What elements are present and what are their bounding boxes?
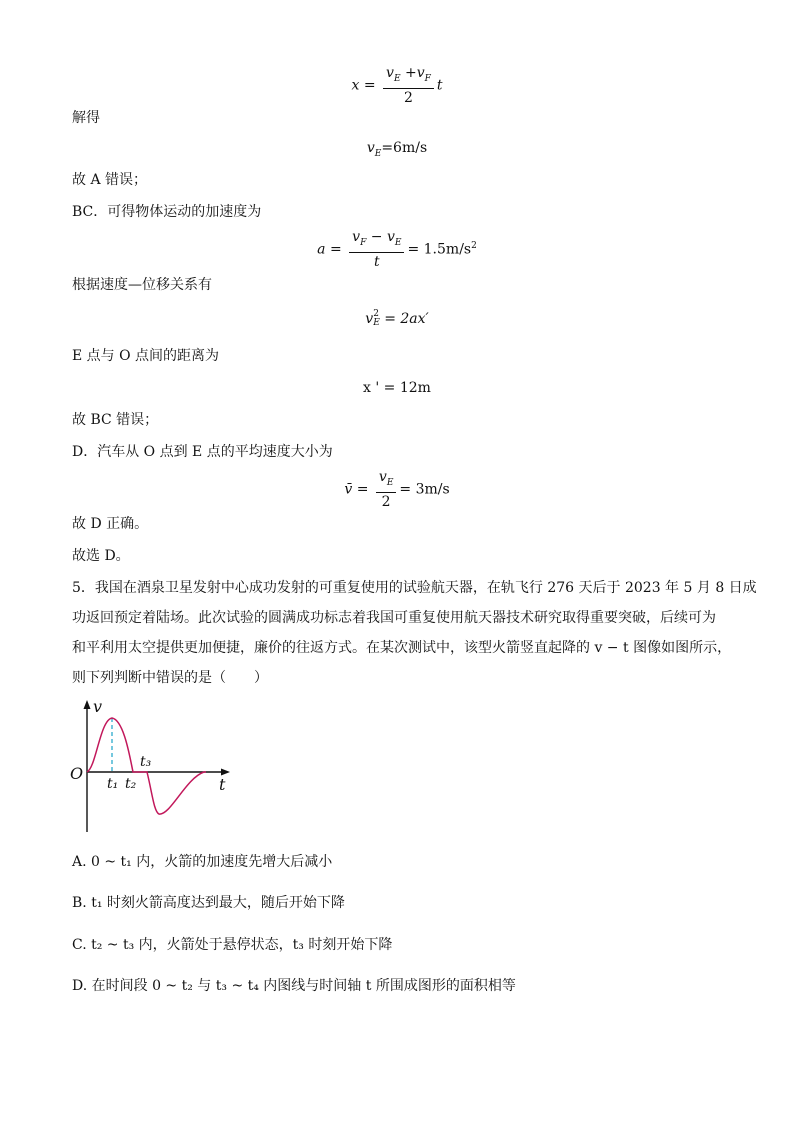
eq3-minus: − — [370, 229, 383, 245]
equation-acceleration — [0, 228, 794, 271]
bc-wrong: 故 BC 错误； — [72, 412, 159, 428]
eq4-v: v — [365, 311, 374, 327]
eq4-rhs: = 2ax′ — [384, 311, 429, 327]
eq3-va: v — [352, 229, 361, 245]
option-b[interactable]: B. t₁ 时刻火箭高度达到最大，随后开始下降 — [72, 895, 345, 911]
solve-label: 解得 — [72, 110, 100, 126]
eq1-va-sub: E — [393, 73, 401, 84]
option-a[interactable]: A. 0 ~ t₁ 内，火箭的加速度先增大后减小 — [72, 854, 333, 870]
q5-line4: 则下列判断中错误的是（ ） — [72, 670, 268, 686]
eq2-v: v — [366, 140, 375, 156]
question-5 — [72, 573, 757, 693]
d-correct: 故 D 正确。 — [72, 516, 149, 532]
v-axis-arrow — [84, 700, 91, 709]
q5-line2: 功返回预定着陆场。此次试验的圆满成功标志着我国可重复使用航天器技术研究取得重要突破，后续可为 — [72, 610, 716, 626]
eq3-rhs-sup: 2 — [471, 240, 477, 251]
eq1-vb: v — [416, 65, 425, 81]
t2-label: t₂ — [125, 776, 137, 792]
q5-line3: 和平利用太空提供更加便捷，廉价的往返方式。在某次测试中，该型火箭竖直起降的 v − t 图像如图所示， — [72, 640, 732, 656]
eq3-rhs: = 1.5m/s — [407, 241, 472, 258]
eq2-sub: E — [374, 148, 382, 159]
relation-text: 根据速度—位移关系有 — [72, 277, 212, 293]
choose-answer: 故选 D。 — [72, 548, 130, 564]
eq6-num: v — [378, 469, 387, 485]
eq6-num-sub: E — [386, 477, 394, 488]
d-intro: D．汽车从 O 点到 E 点的平均速度大小为 — [72, 444, 333, 460]
eq6-rhs: = 3m/s — [399, 481, 450, 498]
equation-displacement — [0, 64, 794, 107]
eq6-den: 2 — [381, 493, 391, 510]
eq1-plus: + — [404, 65, 417, 81]
equation-distance: x ' = 12m — [363, 380, 431, 396]
option-d[interactable]: D. 在时间段 0 ~ t₂ 与 t₃ ~ t₄ 内图线与时间轴 t 所围成图形的面积相等 — [72, 978, 516, 994]
eq6-fraction — [376, 468, 397, 511]
eq6-lhs: v̄ = — [344, 481, 369, 498]
t-label: t — [219, 775, 226, 794]
origin-label: O — [70, 764, 84, 783]
eq1-fraction — [383, 64, 434, 107]
t3-label: t₃ — [140, 754, 152, 770]
eq4-sup: 2 — [373, 309, 379, 319]
eq3-den: t — [373, 253, 380, 270]
eq1-den: 2 — [403, 89, 413, 106]
eq3-vb: v — [386, 229, 395, 245]
eq4-sub: E — [373, 318, 380, 328]
eq1-vb-sub: F — [424, 73, 431, 84]
equation-ve — [0, 140, 794, 159]
v-label: v — [93, 698, 103, 716]
equation-average-velocity — [0, 468, 794, 511]
bc-intro: BC．可得物体运动的加速度为 — [72, 204, 262, 220]
eq3-fraction — [349, 228, 404, 271]
t1-label: t₁ — [107, 776, 119, 792]
distance-text: E 点与 O 点间的距离为 — [72, 348, 220, 364]
eq3-va-sub: F — [360, 237, 367, 248]
equation-velocity-squared — [0, 310, 794, 328]
eq2-rhs: =6m/s — [381, 140, 428, 156]
q5-line1: 5．我国在酒泉卫星发射中心成功发射的可重复使用的试验航天器，在轨飞行 276 天后于 2023 年 5 月 8 日成 — [72, 580, 757, 596]
option-c[interactable]: C. t₂ ~ t₃ 内，火箭处于悬停状态，t₃ 时刻开始下降 — [72, 937, 393, 953]
a-wrong: 故 A 错误； — [72, 172, 148, 188]
eq1-tail: t — [436, 77, 443, 94]
vt-graph — [66, 698, 246, 838]
eq3-vb-sub: E — [394, 237, 402, 248]
eq1-va: v — [386, 65, 394, 81]
eq3-lhs: a = — [317, 241, 342, 258]
eq1-lhs: x = — [351, 77, 376, 94]
